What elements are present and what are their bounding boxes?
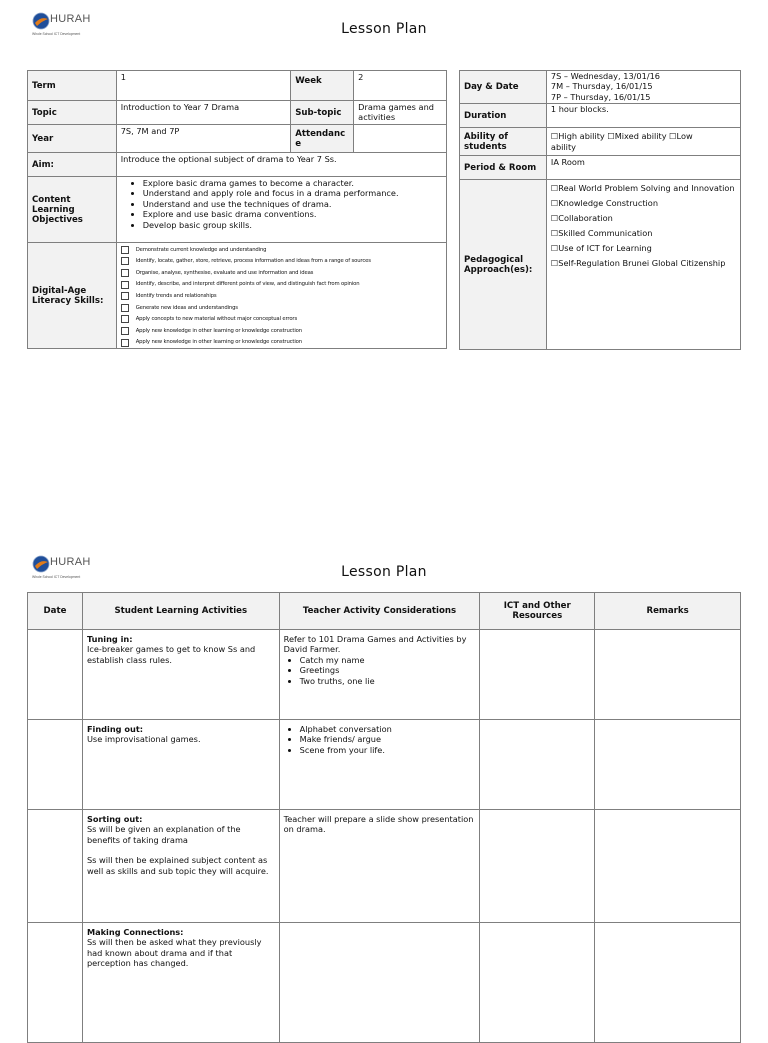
date-cell[interactable] [28,923,83,1043]
logo-tagline: Whole School ICT Development [32,32,81,36]
teacher-bullet: • Make friends/ argue [300,734,476,744]
checkbox[interactable] [121,327,129,335]
subtopic-value: Drama games and activities [354,101,447,125]
daydate-line: 7M – Thursday, 16/01/15 [550,81,653,92]
remarks-cell[interactable] [595,923,741,1043]
checkbox[interactable] [121,281,129,289]
ability-options[interactable]: ☐High ability ☐Mixed ability ☐Low [550,131,693,142]
objective-item: • Explore and use basic drama conventions. [143,209,442,219]
teacher-bullet: • Greetings [300,665,476,675]
literacy-skill-row[interactable]: Apply concepts to new material without major conceptual errors [121,314,442,326]
col-header-resources: ICT and Other Resources [480,593,595,630]
objective-item: • Develop basic group skills. [143,220,442,230]
activities-table [27,592,741,1043]
page-title: Lesson Plan [341,21,427,37]
literacy-skill-row[interactable]: Organise, analyse, synthesise, evaluate and use information and ideas [121,267,442,279]
teacher-cell [279,810,480,923]
resources-cell[interactable] [480,923,595,1043]
pedagogical-option[interactable]: ☐Self-Regulation Brunei Global Citizenship [550,257,726,268]
literacy-skill-row[interactable]: Identify, describe, and interpret different points of view, and distinguish fact from opinion [121,279,442,291]
daydate-label: Day & Date [460,71,547,104]
pedagogical-option[interactable]: ☐Collaboration [550,213,613,224]
literacy-skill-row[interactable]: Generate new ideas and understandings [121,302,442,314]
teacher-bullet: • Alphabet conversation [300,724,476,734]
logo-brand: HURAH [50,556,91,568]
objectives-cell [116,177,446,243]
daydate-line: 7S – Wednesday, 13/01/16 [550,71,661,81]
teacher-bullets [284,724,476,755]
table-row [28,720,741,810]
topic-label: Topic [28,101,117,125]
attendance-value [354,125,447,153]
activity-heading: Sorting out: [86,814,143,824]
literacy-cell [116,243,446,349]
activity-body: Use improvisational games. [86,734,201,745]
remarks-cell[interactable] [595,630,741,720]
activity-body: Ss will be given an explanation of the benefits of taking drama [86,824,241,845]
period-value: IA Room [546,156,740,180]
col-header-activities: Student Learning Activities [82,593,279,630]
checkbox[interactable] [121,246,129,254]
table-row [28,810,741,923]
remarks-cell[interactable] [595,720,741,810]
ability-label: Ability of students [460,128,547,156]
date-cell[interactable] [28,720,83,810]
logo-tagline: Whole School ICT Development [32,575,81,579]
checkbox[interactable] [121,339,129,347]
ability-options-wrap: ability [550,141,577,152]
literacy-skill-row[interactable]: Apply new knowledge in other learning or knowledge construction [121,325,442,337]
pedagogical-option[interactable]: ☐Skilled Communication [550,227,653,238]
ability-cell[interactable] [546,128,740,156]
date-cell[interactable] [28,810,83,923]
aim-label: Aim: [28,153,117,177]
year-label: Year [28,125,117,153]
class-details-table [459,70,741,350]
col-header-date: Date [28,593,83,630]
pedagogical-option[interactable]: ☐Real World Problem Solving and Innovation [550,183,735,194]
duration-value: 1 hour blocks. [546,104,740,128]
teacher-bullet: • Two truths, one lie [300,676,476,686]
daydate-line: 7P – Thursday, 16/01/15 [550,91,651,102]
date-cell[interactable] [28,630,83,720]
teacher-bullet: • Catch my name [300,655,476,665]
activity-cell [82,810,279,923]
objectives-label: Content Learning Objectives [28,177,117,243]
teacher-bullet: • Scene from your life. [300,745,476,755]
pedagogical-option[interactable]: ☐Use of ICT for Learning [550,242,652,253]
teacher-text: Teacher will prepare a slide show presentation on drama. [283,814,474,835]
table-row [28,923,741,1043]
objectives-list [121,178,442,230]
year-value: 7S, 7M and 7P [116,125,291,153]
resources-cell[interactable] [480,810,595,923]
activity-cell [82,720,279,810]
activity-heading: Making Connections: [86,927,184,937]
checkbox[interactable] [121,304,129,312]
logo-brand: HURAH [50,13,91,25]
week-value: 2 [354,71,447,101]
topic-value: Introduction to Year 7 Drama [116,101,291,125]
objective-item: • Understand and use the techniques of drama. [143,199,442,209]
subtopic-label: Sub-topic [291,101,354,125]
pedagogical-cell [546,180,740,350]
teacher-cell [279,630,480,720]
literacy-skill-row[interactable]: Identify, locate, gather, store, retrieve, process information and ideas from a range of sources [121,256,442,268]
literacy-skill-row[interactable]: Demonstrate current knowledge and understanding [121,244,442,256]
checkbox[interactable] [121,257,129,265]
duration-label: Duration [460,104,547,128]
checkbox[interactable] [121,315,129,323]
literacy-label: Digital-Age Literacy Skills: [28,243,117,349]
col-header-remarks: Remarks [595,593,741,630]
resources-cell[interactable] [480,720,595,810]
activity-heading: Finding out: [86,724,144,734]
activity-body: Ice-breaker games to get to know Ss and establish class rules. [86,644,256,665]
activity-cell [82,630,279,720]
page-title-2: Lesson Plan [341,564,427,580]
literacy-skill-row[interactable]: Apply new knowledge in other learning or knowledge construction [121,337,442,349]
activity-body-2: Ss will then be explained subject content as well as skills and sub topic they will acquire. [86,855,269,876]
lesson-info-table [27,70,447,349]
checkbox[interactable] [121,269,129,277]
pedagogical-label: Pedagogical Approach(es): [460,180,547,350]
teacher-cell [279,720,480,810]
term-value: 1 [116,71,291,101]
daydate-cell [546,71,740,104]
objective-item: • Understand and apply role and focus in a drama performance. [143,188,442,198]
activity-body: Ss will then be asked what they previously had known about drama and if that perception has changed. [86,937,262,969]
teacher-cell[interactable] [279,923,480,1043]
term-label: Term [28,71,117,101]
attendance-label: Attendanc e [291,125,354,153]
period-label: Period & Room [460,156,547,180]
activity-heading: Tuning in: [86,634,133,644]
teacher-text: Refer to 101 Drama Games and Activities by David Farmer. [283,634,467,655]
pedagogical-option[interactable]: ☐Knowledge Construction [550,198,659,209]
activity-cell [82,923,279,1043]
week-label: Week [291,71,354,101]
col-header-teacher: Teacher Activity Considerations [279,593,480,630]
aim-value: Introduce the optional subject of drama to Year 7 Ss. [116,153,446,177]
teacher-bullets [284,655,476,686]
resources-cell[interactable] [480,630,595,720]
checkbox[interactable] [121,292,129,300]
table-row [28,630,741,720]
objective-item: • Explore basic drama games to become a character. [143,178,442,188]
literacy-skill-row[interactable]: Identify trends and relationships [121,290,442,302]
remarks-cell[interactable] [595,810,741,923]
